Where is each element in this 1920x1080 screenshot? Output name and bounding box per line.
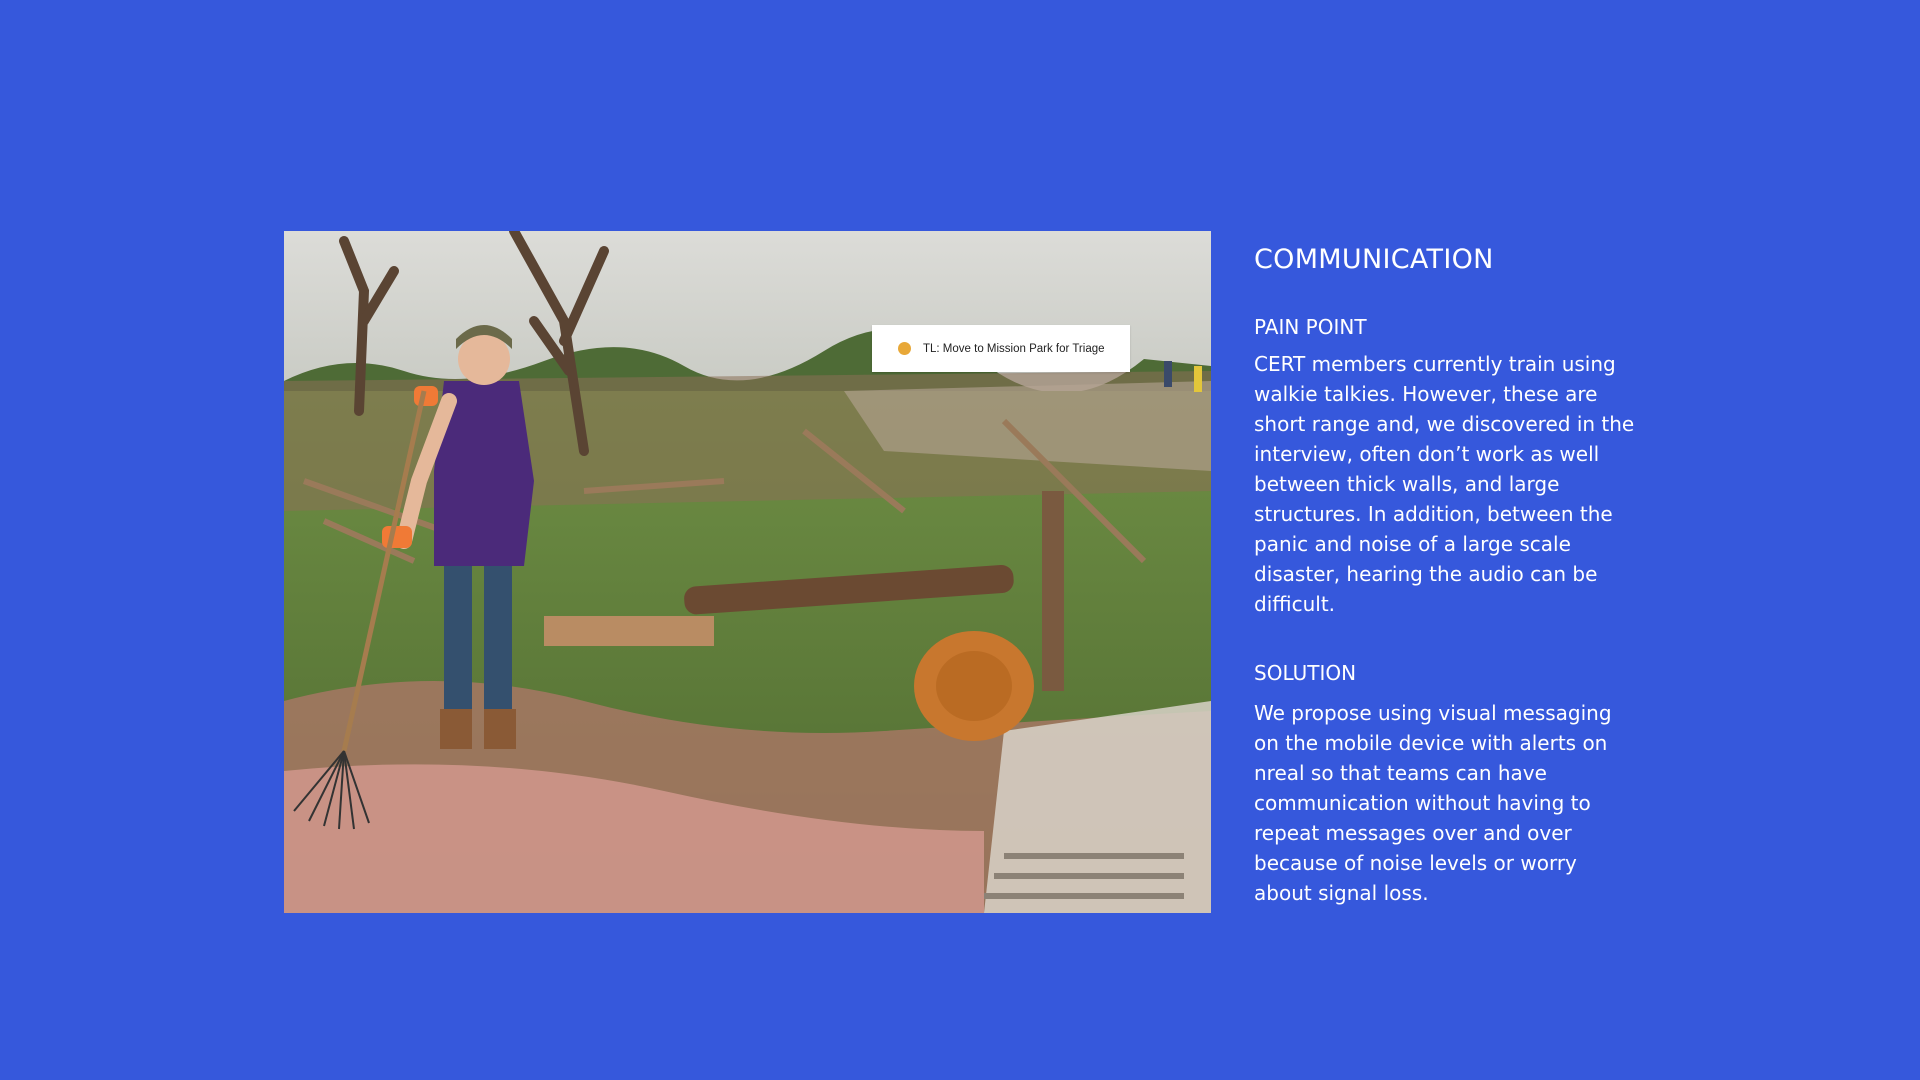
- alert-status-dot-icon: [898, 342, 911, 355]
- solution-heading: SOLUTION: [1254, 661, 1357, 685]
- disaster-scene-photo: [284, 231, 1211, 913]
- alert-message: TL: Move to Mission Park for Triage: [923, 342, 1105, 355]
- section-title: COMMUNICATION: [1254, 244, 1494, 275]
- pain-point-body: CERT members currently train using walkie talkies. However, these are short range and, we discovered in the interview, often don’t work as well between thick walls, and large structures. In addition, between the panic and noise of a large scale disaster, hearing the audio can be difficult.: [1254, 352, 1635, 616]
- alert-toast: [872, 325, 1130, 372]
- text-panel: [1254, 240, 1644, 905]
- pain-point-heading: PAIN POINT: [1254, 315, 1367, 339]
- solution-body: We propose using visual messaging on the mobile device with alerts on nreal so that teams can have communication without having to repeat messages over and over because of noise levels or worry about signal loss.: [1254, 701, 1612, 905]
